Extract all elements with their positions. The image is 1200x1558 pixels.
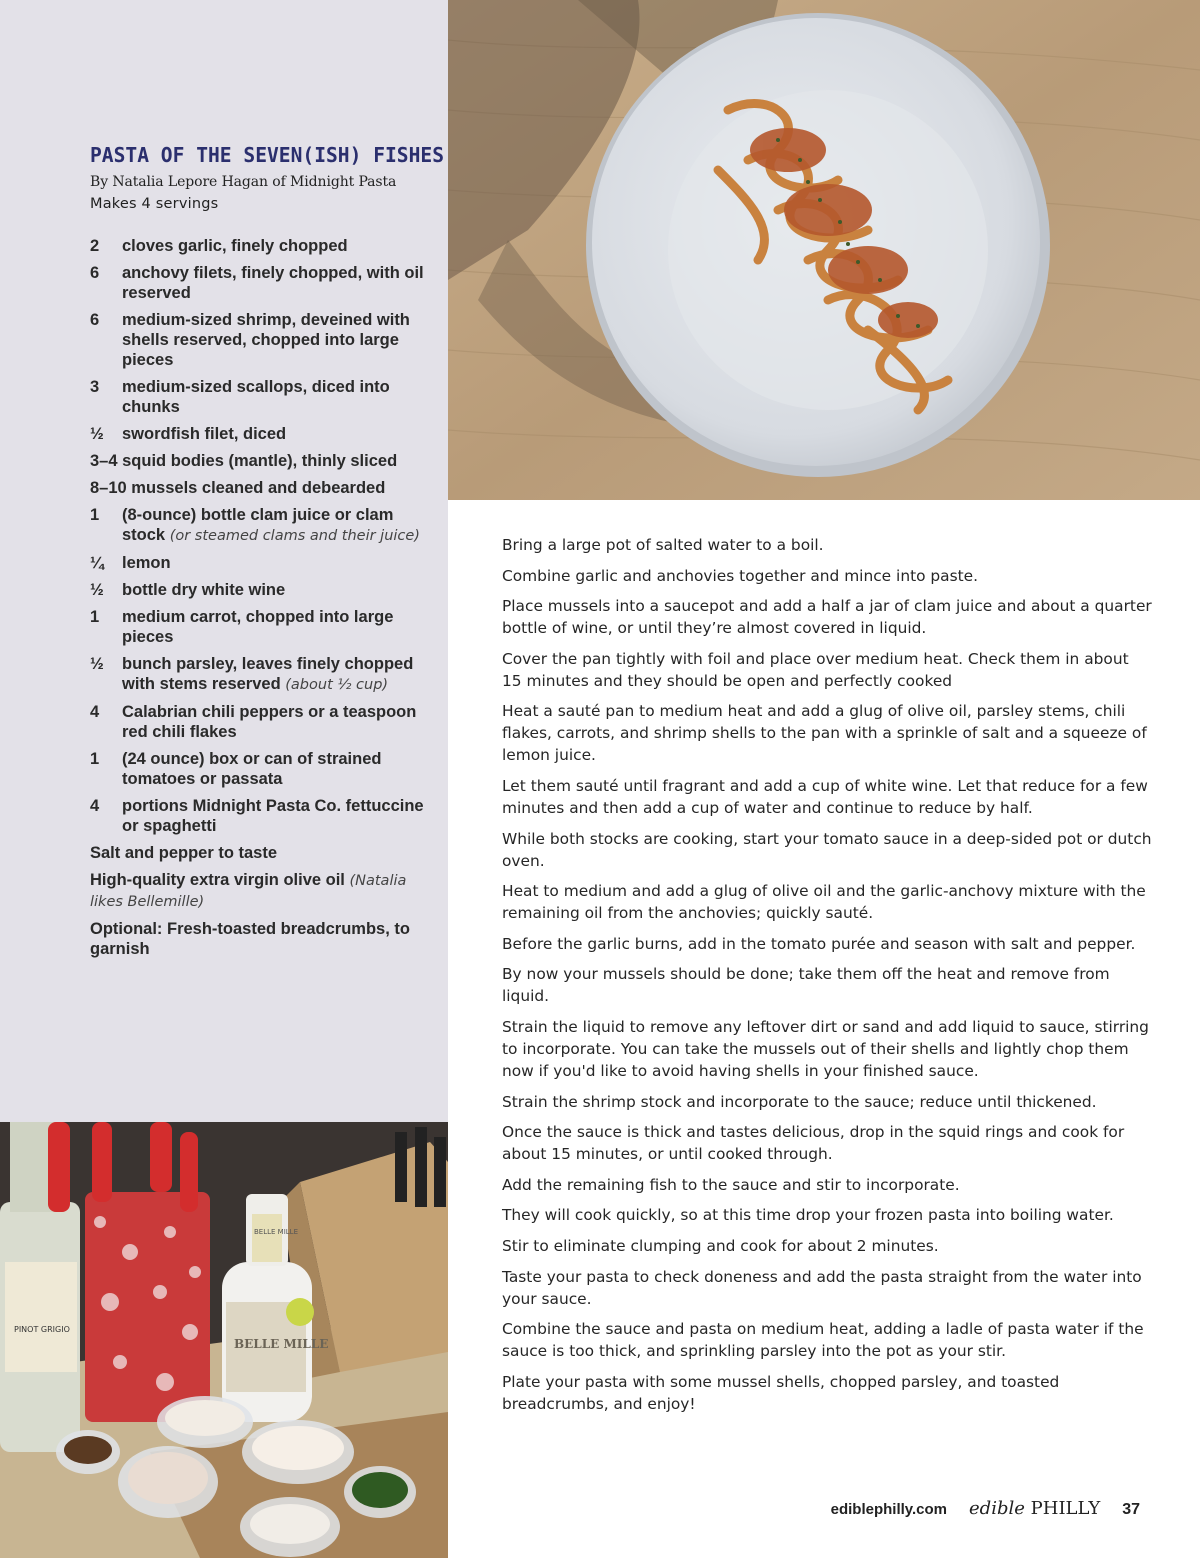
ingredient-text: (24 ounce) box or can of strained tomatoes or passata (122, 750, 382, 788)
ingredient-body (122, 377, 435, 417)
page-footer (0, 1498, 1140, 1519)
ingredient-quantity: 6 (90, 311, 100, 329)
magazine-logo (969, 1498, 1100, 1519)
recipe-byline: By Natalia Lepore Hagan of Midnight Pasta (90, 174, 397, 190)
ingredient-item (90, 919, 435, 959)
method-step: Heat a sauté pan to medium heat and add a glug of olive oil, parsley stems, chili flakes, carrots, and shrimp shells to the pan with a sprinkle of salt and a squeeze of lemon juice. (502, 702, 1147, 765)
ingredient-text: medium-sized shrimp, deveined with shells reserved, chopped into large pieces (122, 311, 410, 369)
ingredient-quantity: ½ (90, 655, 104, 673)
ingredient-item (90, 607, 435, 647)
ingredient-body (122, 424, 286, 444)
method-step: Add the remaining fish to the sauce and stir to incorporate. (502, 1175, 960, 1194)
ingredient-quantity: 4 (90, 797, 100, 815)
ingredient-body (90, 920, 410, 958)
ingredient-text: swordfish filet, diced (122, 425, 287, 443)
ingredient-text: portions Midnight Pasta Co. fettuccine or spaghetti (122, 797, 424, 835)
ingredient-body (122, 553, 171, 573)
ingredient-body (122, 796, 435, 836)
ingredient-item (90, 424, 435, 444)
wine-label: PINOT GRIGIO (14, 1325, 70, 1334)
ingredient-text: bunch parsley, leaves finely chopped with stems reserved (122, 655, 414, 693)
method-step: They will cook quickly, so at this time drop your frozen pasta into boiling water. (502, 1206, 1114, 1225)
method-step: Strain the liquid to remove any leftover dirt or sand and add liquid to sauce, stirring to incorporate. You can take the mussels out of their shells and lightly chop them now if you'd like to avoid having shells in your finished sauce. (502, 1017, 1149, 1080)
ingredient-body (90, 871, 406, 910)
ingredient-text: Salt and pepper to taste (90, 844, 278, 862)
ingredient-item (90, 580, 435, 600)
logo-city: PHILLY (1030, 1498, 1101, 1519)
ingredient-item (90, 377, 435, 417)
method-step: Taste your pasta to check doneness and add the pasta straight from the water into your sauce. (502, 1267, 1142, 1308)
ingredient-text: (8-ounce) bottle clam juice or clam stock (122, 506, 394, 544)
ingredient-text: 3–4 squid bodies (mantle), thinly sliced (90, 452, 398, 470)
ingredient-text: High-quality extra virgin olive oil (90, 871, 345, 889)
method-step: Combine garlic and anchovies together and mince into paste. (502, 566, 979, 585)
recipe-servings: Makes 4 servings (90, 196, 219, 212)
ingredient-item (90, 749, 435, 789)
oil-neck-label: BELLE MILLE (254, 1228, 298, 1236)
ingredient-body (122, 702, 435, 742)
method-step: Stir to eliminate clumping and cook for about 2 minutes. (502, 1236, 939, 1255)
plated-pasta-photo (448, 0, 1200, 500)
ingredient-item (90, 843, 435, 863)
method-step: Before the garlic burns, add in the tomato purée and season with salt and pepper. (502, 934, 1136, 953)
ingredient-text: medium-sized scallops, diced into chunks (122, 378, 390, 416)
plated-pasta-image (448, 0, 1200, 500)
ingredient-body (90, 844, 277, 862)
ingredient-text: lemon (122, 554, 171, 572)
ingredient-quantity: ½ (90, 425, 104, 443)
ingredient-note: (about ½ cup) (285, 677, 389, 693)
ingredient-body (90, 479, 385, 497)
ingredient-quantity: 2 (90, 237, 100, 255)
ingredient-item (90, 505, 435, 546)
method-step: Plate your pasta with some mussel shells, chopped parsley, and toasted breadcrumbs, and enjoy! (502, 1372, 1060, 1413)
ingredient-body (122, 236, 348, 256)
ingredient-item (90, 553, 435, 573)
method-step: Place mussels into a saucepot and add a half a jar of clam juice and about a quarter bottle of wine, or until they’re almost covered in liquid. (502, 597, 1152, 638)
page-number: 37 (1122, 1501, 1140, 1518)
ingredient-body (122, 263, 435, 303)
ingredient-text: cloves garlic, finely chopped (122, 237, 348, 255)
method-step: Let them sauté until fragrant and add a cup of white wine. Let that reduce for a few minutes and then add a cup of water and continue to reduce by half. (502, 776, 1148, 817)
ingredient-item (90, 702, 435, 742)
ingredient-body (122, 607, 435, 647)
ingredient-item (90, 263, 435, 303)
website-url[interactable]: ediblephilly.com (830, 1501, 948, 1518)
recipe-title: PASTA OF THE SEVEN(ISH) FISHES (90, 143, 445, 167)
ingredient-item (90, 870, 435, 912)
ingredient-text: medium carrot, chopped into large pieces (122, 608, 394, 646)
ingredient-body (122, 654, 435, 695)
ingredient-quantity: ½ (90, 581, 104, 599)
ingredient-body (90, 452, 397, 470)
ingredient-item (90, 451, 435, 471)
ingredient-item (90, 654, 435, 695)
method-step: Combine the sauce and pasta on medium heat, adding a ladle of pasta water if the sauce is too thick, and sprinkling parsley into the pot as your stir. (502, 1320, 1144, 1361)
ingredient-list (90, 236, 435, 966)
ingredient-quantity: 1 (90, 506, 100, 524)
ingredient-text: Calabrian chili peppers or a teaspoon red chili flakes (122, 703, 417, 741)
ingredient-item (90, 478, 435, 498)
oil-bottle-label: BELLE MILLE (234, 1337, 329, 1351)
ingredient-text: 8–10 mussels cleaned and debearded (90, 479, 386, 497)
method-step: Cover the pan tightly with foil and place over medium heat. Check them in about 15 minutes and they should be open and perfectly cooked (502, 649, 1129, 690)
ingredient-text: anchovy filets, finely chopped, with oil reserved (122, 264, 424, 302)
ingredient-text: bottle dry white wine (122, 581, 286, 599)
method-steps (502, 534, 1152, 1423)
ingredient-body (122, 749, 435, 789)
ingredient-quantity: 1 (90, 750, 100, 768)
ingredient-quantity: 1 (90, 608, 100, 626)
logo-edible: edible (969, 1498, 1025, 1519)
method-step: By now your mussels should be done; take them off the heat and remove from liquid. (502, 965, 1110, 1006)
ingredient-quantity: 3 (90, 378, 100, 396)
method-step: Strain the shrimp stock and incorporate to the sauce; reduce until thickened. (502, 1092, 1097, 1111)
ingredient-quantity: 6 (90, 264, 100, 282)
ingredient-note: (Natalia likes Bellemille) (90, 873, 407, 910)
ingredients-prep-image (0, 1122, 448, 1558)
ingredient-quantity: ¼ (90, 554, 104, 572)
ingredient-body (122, 310, 435, 370)
ingredient-item (90, 236, 435, 256)
ingredients-prep-photo (0, 1122, 448, 1558)
ingredient-note: (or steamed clams and their juice) (169, 528, 420, 544)
ingredient-body (122, 580, 285, 600)
ingredient-body (122, 505, 435, 546)
ingredient-item (90, 796, 435, 836)
method-step: Heat to medium and add a glug of olive oil and the garlic-anchovy mixture with the remaining oil from the anchovies; quickly sauté. (502, 882, 1146, 923)
ingredient-item (90, 310, 435, 370)
method-step: Bring a large pot of salted water to a boil. (502, 536, 824, 554)
ingredient-quantity: 4 (90, 703, 100, 721)
ingredient-text: Optional: Fresh-toasted breadcrumbs, to garnish (90, 920, 410, 958)
method-step: While both stocks are cooking, start your tomato sauce in a deep-sided pot or dutch oven. (502, 829, 1152, 870)
method-step: Once the sauce is thick and tastes delicious, drop in the squid rings and cook for about 15 minutes, or until cooked through. (502, 1123, 1125, 1164)
